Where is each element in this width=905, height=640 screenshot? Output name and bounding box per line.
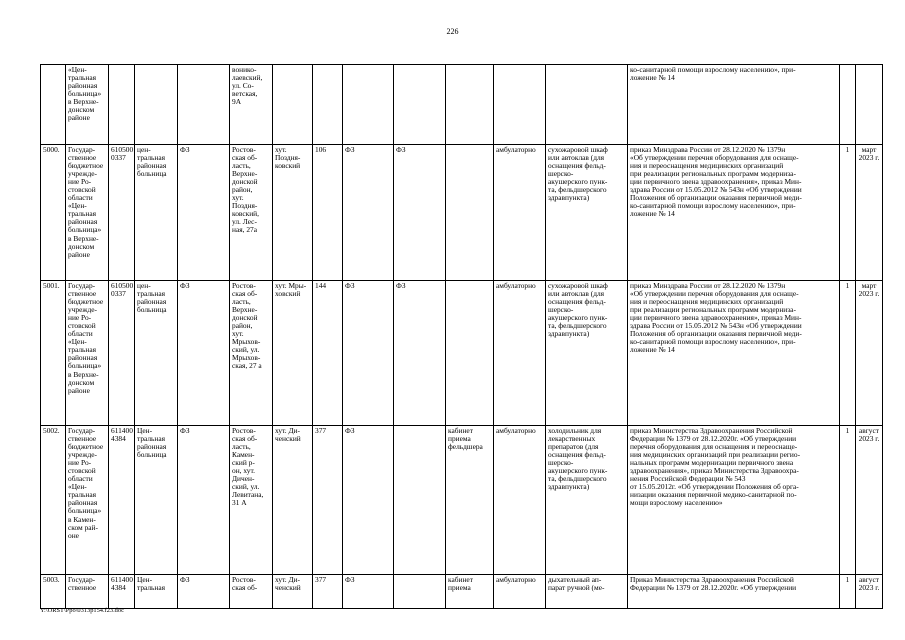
cell-row-number: 5000. — [41, 145, 66, 281]
cell-fund-source-2 — [394, 575, 446, 609]
cell-fund-source-2: ФЗ — [394, 281, 446, 426]
cell-inn: 611400 4384 — [109, 426, 135, 575]
cell-org-name: Государ- ственное бюджетное учрежде- ние Ро- стовской области «Цен- тральная районная больница» в Верхне- донском районе — [66, 145, 109, 281]
cell-equipment: сухожаровой шкаф или автоклав (для оснащения фельд- шерско- акушерского пунк- та, фельдшерского здравпункта) — [546, 145, 628, 281]
cell-quantity: 1 — [840, 145, 856, 281]
registry-table — [40, 64, 883, 609]
cell-legal-document: приказ Минздрава России от 28.12.2020 № 1379н «Об утверждении перечня оборудования для оснаще- ния и переоснащения медицинских организаций при реализации региональных программ модерниза- ции первичного звена здравоохранения», приказ Мин- здрава России от 15.05.2012 № 543н «Об утверждении Положения об организации оказания первичной меди- ко-санитарной помощи взрослому населению», при- ложение № 14 — [628, 281, 840, 426]
cell-fund-source-2 — [394, 426, 446, 575]
cell-inn: 611400 4384 — [109, 575, 135, 609]
cell-room-type: кабинет приема — [446, 575, 494, 609]
cell-settlement: хут. Мры- ховский — [273, 281, 313, 426]
cell-row-number: 5002. — [41, 426, 66, 575]
cell-delivery-date: август 2023 г. — [856, 426, 883, 575]
cell-inn — [109, 65, 135, 145]
cell-settlement: хут. Ди- ченский — [273, 575, 313, 609]
cell-quantity: 1 — [840, 575, 856, 609]
cell-room-type — [446, 281, 494, 426]
cell-delivery-date: март 2023 г. — [856, 145, 883, 281]
cell-law-basis — [178, 65, 230, 145]
page-number: 226 — [446, 27, 459, 36]
cell-equipment: холодильник для лекарственных препаратов (для оснащения фельд- шерско- акушерского пунк- та, фельдшерского здравпункта) — [546, 426, 628, 575]
cell-org-name: Государ- ственное бюджетное учрежде- ние Ро- стовской области «Цен- тральная районная больница» в Верхне- донском районе — [66, 281, 109, 426]
cell-inn: 610500 0337 — [109, 281, 135, 426]
cell-quantity: 1 — [840, 426, 856, 575]
cell-settlement: хут. Ди- ченский — [273, 426, 313, 575]
cell-care-form: амбулаторно — [494, 575, 546, 609]
cell-law-basis: ФЗ — [178, 281, 230, 426]
cell-fund-source-2 — [394, 65, 446, 145]
table-row — [41, 426, 883, 575]
cell-population — [313, 65, 343, 145]
cell-fund-source — [343, 65, 394, 145]
cell-quantity — [840, 65, 856, 145]
cell-equipment — [546, 65, 628, 145]
cell-org-type: цен- тральная районная больница — [135, 145, 178, 281]
table-row — [41, 575, 883, 609]
cell-row-number: 5001. — [41, 281, 66, 426]
cell-population: 144 — [313, 281, 343, 426]
cell-org-name: Государ- ственное бюджетное учрежде- ние Ро- стовской области «Цен- тральная районная больница» в Камен- ском рай- оне — [66, 426, 109, 575]
cell-room-type — [446, 145, 494, 281]
cell-fund-source-2: ФЗ — [394, 145, 446, 281]
cell-delivery-date — [856, 65, 883, 145]
cell-org-type: Цен- тральная районная больница — [135, 426, 178, 575]
table-row — [41, 65, 883, 145]
cell-room-type — [446, 65, 494, 145]
cell-legal-document: Приказ Министерства Здравоохранения Российской Федерации № 1379 от 28.12.2020г. «Об утверждении — [628, 575, 840, 609]
cell-law-basis: ФЗ — [178, 145, 230, 281]
cell-fund-source: ФЗ — [343, 426, 394, 575]
cell-delivery-date: март 2023 г. — [856, 281, 883, 426]
cell-fund-source: ФЗ — [343, 281, 394, 426]
cell-equipment: сухожаровой шкаф или автоклав (для оснащения фельд- шерско- акушерского пунк- та, фельдшерского здравпункта) — [546, 281, 628, 426]
cell-care-form: амбулаторно — [494, 426, 546, 575]
cell-care-form: амбулаторно — [494, 281, 546, 426]
cell-org-type: цен- тральная районная больница — [135, 281, 178, 426]
cell-legal-document: приказ Министерства Здравоохранения Российской Федерации № 1379 от 28.12.2020г. «Об утверждении перечня оборудования для оснащения и переоснаще- ния медицинских организаций при реализации регио- нальных программ модернизации первичного звена здравоохранения», приказ Министерства Здравоохра- нения Российской Федерации № 543 от 15.05.2012г. «Об утверждении Положения об орга- низации оказания первичной медико-санитарной по- мощи взрослому населению» — [628, 426, 840, 575]
cell-row-number: 5003. — [41, 575, 66, 609]
cell-org-type — [135, 65, 178, 145]
cell-equipment: дыхательный ап- парат ручной (ме- — [546, 575, 628, 609]
cell-population: 377 — [313, 575, 343, 609]
cell-care-form — [494, 65, 546, 145]
cell-fund-source: ФЗ — [343, 145, 394, 281]
cell-org-name: Государ- ственное — [66, 575, 109, 609]
cell-address: Ростов- ская об- ласть, Верхне- донской район, хут. Мрыхов- ский, ул. Мрыхов- ская, 27 а — [230, 281, 273, 426]
cell-org-name: «Цен- тральная районная больница» в Верхне- донском районе — [66, 65, 109, 145]
cell-address: вонико- лаевский, ул. Со- ветская, 9А — [230, 65, 273, 145]
cell-address: Ростов- ская об- — [230, 575, 273, 609]
cell-settlement — [273, 65, 313, 145]
cell-law-basis: ФЗ — [178, 575, 230, 609]
cell-care-form: амбулаторно — [494, 145, 546, 281]
cell-fund-source: ФЗ — [343, 575, 394, 609]
cell-address: Ростов- ская об- ласть, Камен- ский р- он, хут. Дичен- ский, ул. Левитана, 31 А — [230, 426, 273, 575]
cell-org-type: Цен- тральная — [135, 575, 178, 609]
cell-legal-document: приказ Минздрава России от 28.12.2020 № 1379н «Об утверждении перечня оборудования для оснаще- ния и переоснащения медицинских организаций при реализации региональных программ модерниза- ции первичного звена здравоохранения», приказ Мин- здрава России от 15.05.2012 № 543н «Об утверждении Положения об организации оказания первичной меди- ко-санитарной помощи взрослому населению», при- ложение № 14 — [628, 145, 840, 281]
cell-address: Ростов- ская об- ласть, Верхне- донской район, хут. Поздня- ковский, ул. Лес- ная, 27а — [230, 145, 273, 281]
table-row — [41, 281, 883, 426]
cell-population: 106 — [313, 145, 343, 281]
table-row — [41, 145, 883, 281]
cell-delivery-date: август 2023 г. — [856, 575, 883, 609]
cell-row-number — [41, 65, 66, 145]
cell-settlement: хут. Поздня- ковский — [273, 145, 313, 281]
cell-law-basis: ФЗ — [178, 426, 230, 575]
cell-quantity: 1 — [840, 281, 856, 426]
footer-file-path: Y:\ORST\Ppo\0313p154.f23.doc — [40, 607, 124, 614]
cell-population: 377 — [313, 426, 343, 575]
cell-room-type: кабинет приема фельдшера — [446, 426, 494, 575]
cell-legal-document: ко-санитарной помощи взрослому населению», при- ложение № 14 — [628, 65, 840, 145]
cell-inn: 610500 0337 — [109, 145, 135, 281]
